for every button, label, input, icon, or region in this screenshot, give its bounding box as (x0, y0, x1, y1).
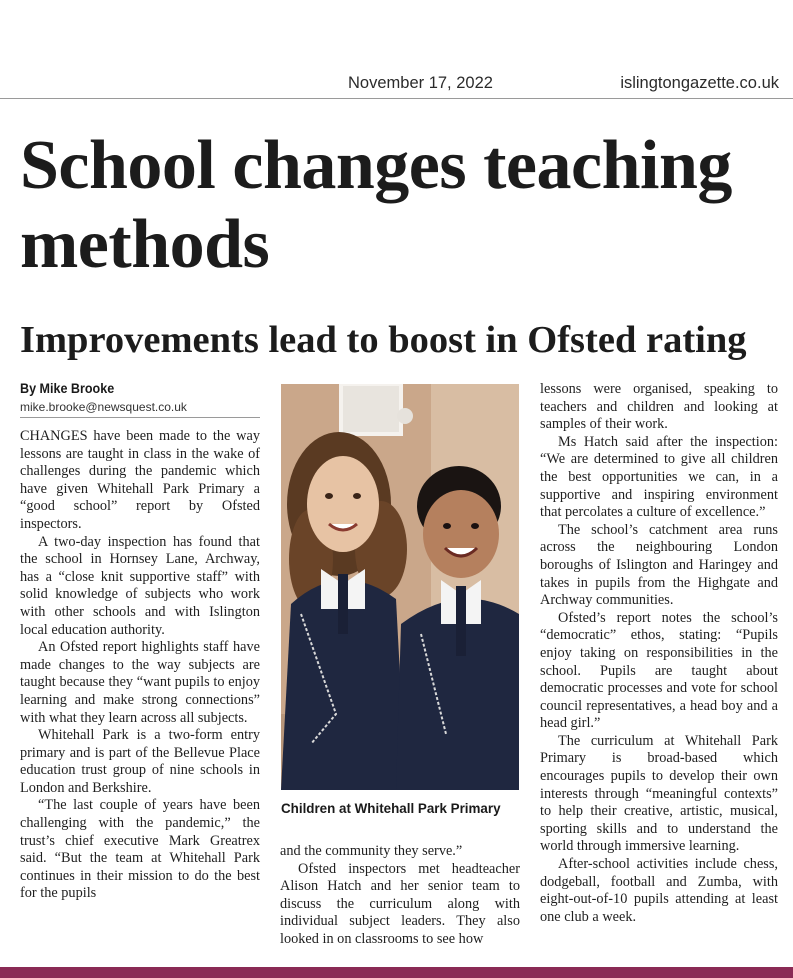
author-byline: By Mike Brooke (20, 381, 115, 396)
article-column-1 (20, 428, 260, 903)
site-url[interactable]: islingtongazette.co.uk (620, 74, 779, 92)
photo-illustration (281, 384, 519, 790)
paragraph: Ofsted’s report notes the school’s “democratic” ethos, stating: “Pupils enjoy taking on responsibilities in the school. Pupils are taught about democratic processes and vote for school council representatives, a head boy and a head girl.” (540, 609, 778, 732)
paragraph: The curriculum at Whitehall Park Primary is broad-based which encourages pupils to develop their own interests through “meaningful contexts” to help their creative, artistic, musical, sporting skills and to understand the world through immersive learning. (540, 732, 778, 855)
paragraph: The school’s catchment area runs across the neighbouring London boroughs of Islington and Haringey and takes in pupils from the Highgate and Archway communities. (540, 521, 778, 609)
article-photo (281, 384, 519, 790)
article-headline: School changes teaching methods (20, 127, 732, 283)
article-column-3 (540, 381, 778, 926)
paragraph: “The last couple of years have been challenging with the pandemic,” the trust’s chief executive Mark Greatrex said. “But the team at Whitehall Park continues in their mission to do the best for the pupils (20, 797, 260, 902)
publication-date: November 17, 2022 (348, 74, 493, 92)
article-subheadline: Improvements lead to boost in Ofsted rating (20, 319, 747, 361)
paragraph: lessons were organised, speaking to teachers and children and looking at samples of their work. (540, 381, 778, 433)
paragraph: After-school activities include chess, dodgeball, football and Zumba, with eight-out-of-10 pupils attending at least one club a week. (540, 856, 778, 925)
author-email[interactable]: mike.brooke@newsquest.co.uk (20, 400, 187, 414)
article-column-2 (280, 843, 520, 949)
paragraph: and the community they serve.” (280, 843, 463, 859)
bottom-accent-bar (0, 967, 793, 978)
masthead (0, 0, 793, 99)
paragraph: CHANGES have been made to the way lessons are taught in class in the wake of challenges during the pandemic which have given Whitehall Park Primary a “good school” report by Ofsted inspectors. (20, 428, 260, 532)
paragraph: Ms Hatch said after the inspection: “We are determined to give all children the best opportunities we can, in a supportive and inspiring environment that percolates a culture of excellence.” (540, 433, 778, 521)
photo-caption: Children at Whitehall Park Primary (281, 801, 501, 816)
paragraph: Whitehall Park is a two-form entry primary and is part of the Bellevue Place education trust group of nine schools in London and Berkshire. (20, 727, 260, 796)
byline-divider (20, 417, 260, 418)
paragraph: An Ofsted report highlights staff have made changes to the way subjects are taught because they “want pupils to enjoy learning and make strong connections” with what they learn across all subjects. (20, 639, 260, 726)
paragraph: Ofsted inspectors met headteacher Alison Hatch and her senior team to discuss the curriculum along with individual subject leaders. They also looked in on classrooms to see how (280, 860, 520, 947)
paragraph: A two-day inspection has found that the school in Hornsey Lane, Archway, has a “close knit supportive staff” with solid knowledge of subjects who work with other schools and with Islington local education authority. (20, 533, 260, 638)
